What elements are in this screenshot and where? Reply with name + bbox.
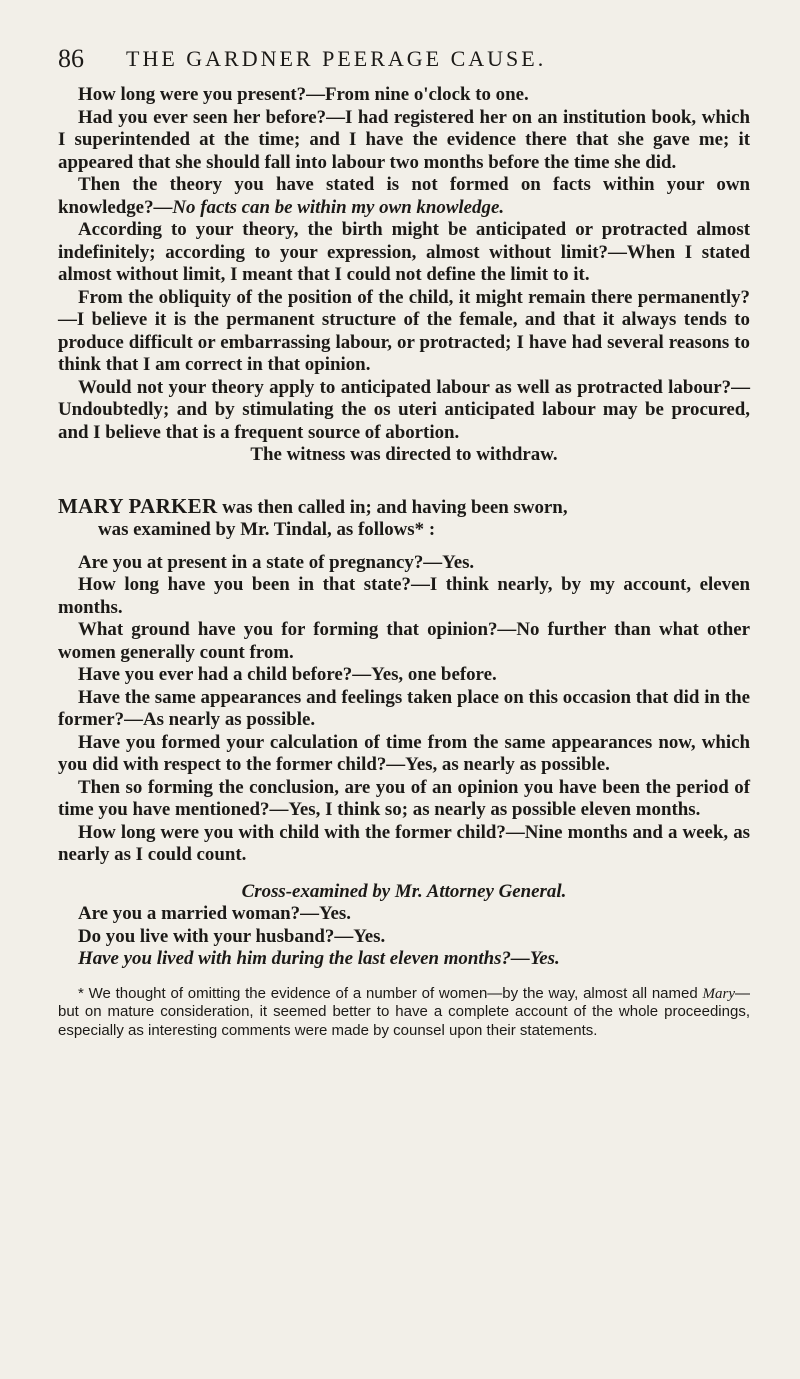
footnote	[58, 985, 750, 1041]
paragraph: Are you a married woman?—Yes.	[78, 903, 352, 924]
paragraph: Do you live with your husband?—Yes.	[78, 925, 386, 947]
paragraph: How long were you with child with the former child?—Nine months and a week, as nearly as I could count.	[58, 821, 750, 865]
paragraph: How long were you present?—From nine o'clock to one.	[78, 84, 529, 105]
paragraph: Have you formed your calculation of time from the same appearances now, which you did with respect to the former child?—Yes, as nearly as possible.	[58, 731, 750, 775]
paragraph: What ground have you for forming that opinion?—No further than what other women generally count from.	[58, 619, 750, 663]
paragraph: Have you ever had a child before?—Yes, one before.	[78, 664, 497, 685]
running-head: THE GARDNER PEERAGE CAUSE.	[126, 46, 547, 71]
paragraph: Had you ever seen her before?—I had registered her on an institution book, which I superintended at the time; and I have the evidence there that she gave me; it appeared that she should fall into labour two months before the time she did.	[58, 106, 750, 173]
footnote-italic: Mary	[702, 985, 735, 1002]
section-heading: Cross-examined by Mr. Attorney General.	[241, 880, 567, 902]
witness-intro-continued: was examined by Mr. Tindal, as follows* :	[98, 519, 436, 540]
paragraph: Would not your theory apply to anticipated labour as well as protracted labour?—Undoubtedly; and by stimulating the os uteri anticipated labour may be procured, and I believe that is a frequent source of abortion.	[58, 376, 750, 443]
witness-name: MARY PARKER	[58, 493, 218, 518]
paragraph: Then so forming the conclusion, are you of an opinion you have been the period of time you have mentioned?—Yes, I think so; as nearly as possible eleven months.	[58, 776, 750, 820]
withdraw-line: The witness was directed to withdraw.	[250, 444, 558, 465]
paragraph: Have you lived with him during the last eleven months?—Yes.	[78, 948, 560, 969]
answer-text: No facts can be within my own knowledge.	[172, 196, 505, 218]
witness-intro	[58, 495, 750, 542]
footnote-text-continued: —but on mature consideration, it seemed better to have a complete account of the whole proceedings, especially as interesting comments were made by counsel upon their statements.	[58, 984, 750, 1039]
page-body	[58, 84, 750, 1040]
paragraph: Are you at present in a state of pregnancy?—Yes.	[78, 551, 475, 573]
footnote-text: * We thought of omitting the evidence of a number of women—by the way, almost all named	[78, 984, 703, 1002]
paragraph	[58, 174, 750, 219]
page-header	[58, 44, 750, 84]
witness-intro-text: was then called in; and having been sworn,	[222, 496, 568, 518]
page-number: 86	[58, 44, 84, 73]
question-text: Then the theory you have stated is not formed on facts within your own knowledge?—	[58, 174, 750, 218]
paragraph: From the obliquity of the position of the child, it might remain there permanently?—I believe it is the permanent structure of the female, and that it always tends to produce difficult or embarrassing labour, or protracted; I have had several reasons to think that I am correct in that opinion.	[58, 286, 750, 375]
paragraph: Have the same appearances and feelings taken place on this occasion that did in the former?—As nearly as possible.	[58, 686, 750, 730]
paragraph: According to your theory, the birth might be anticipated or protracted almost indefinitely; according to your expression, almost without limit?—When I stated almost without limit, I meant that I could not define the limit to it.	[58, 219, 750, 285]
paragraph: How long have you been in that state?—I think nearly, by my account, eleven months.	[58, 574, 750, 618]
